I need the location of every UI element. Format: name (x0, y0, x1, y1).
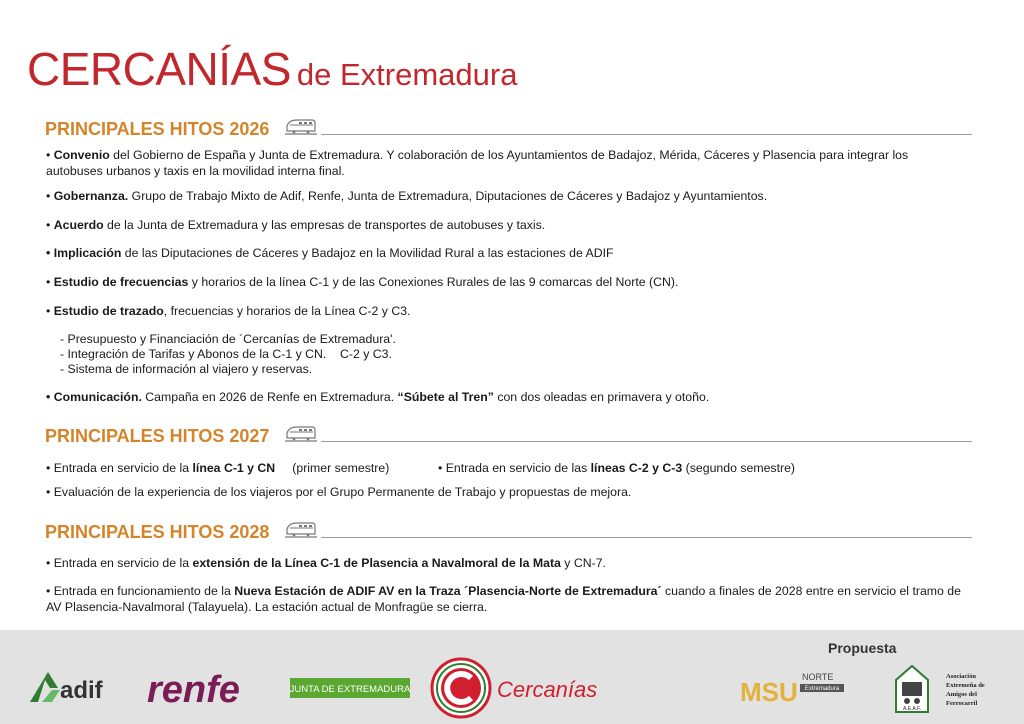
section-heading-2026: PRINCIPALES HITOS 2026 (45, 119, 270, 139)
adif-wordmark: adif (60, 677, 103, 704)
sub-item: - Integración de Tarifas y Abonos de la C-1 y CN. C-2 y C3. (60, 347, 392, 361)
item-implicacion: • Implicación de las Diputaciones de Cáceres y Badajoz en la Movilidad Rural a las estaciones de ADIF (46, 246, 614, 260)
item-2028-extension: • Entrada en servicio de la extensión de la Línea C-1 de Plasencia a Navalmoral de la Mata y CN-7. (46, 556, 606, 570)
item-comunicacion: • Comunicación. Campaña en 2026 de Renfe en Extremadura. “Súbete al Tren” con dos oleadas en primavera y otoño. (46, 390, 710, 404)
section-heading-2028: PRINCIPALES HITOS 2028 (45, 522, 270, 542)
msu-norte: NORTE (802, 672, 834, 682)
item-convenio: • Convenio del Gobierno de España y Junta de Extremadura. Y colaboración de los Ayuntamientos de Badajoz, Mérida, Cáceres y Plasencia para integrar los autobuses urbanos y taxis en la movilidad interna final. (46, 148, 909, 178)
propuesta-label: Propuesta (828, 640, 897, 656)
item-2028-estacion: • Entrada en funcionamiento de la Nueva Estación de ADIF AV en la Traza ´Plasencia-Norte de Extremadura´ cuando a finales de 2028 entre en servicio el tramo de AV Plasencia-Navalmoral (Talayuela). La estación actual de Monfragüe se cierra. (46, 584, 961, 614)
item-2027-c1: • Entrada en servicio de la línea C-1 y CN (primer semestre) (46, 461, 390, 475)
svg-text:Extremeña de: Extremeña de (946, 682, 985, 689)
sub-item: - Sistema de información al viajero y reservas. (60, 362, 313, 376)
renfe-logo: renfe (147, 669, 240, 711)
section-header-2027 (45, 424, 972, 450)
section-divider (321, 441, 972, 442)
section-divider (321, 537, 972, 538)
svg-text:Asociación: Asociación (946, 673, 976, 680)
train-icon (285, 520, 317, 540)
item-gobernanza: • Gobernanza. Grupo de Trabajo Mixto de Adif, Renfe, Junta de Extremadura, Diputaciones de Cáceres y Badajoz y Ayuntamientos. (46, 189, 768, 203)
section-header-2028 (45, 520, 972, 546)
cercanias-logo (432, 659, 597, 717)
sub-list (60, 332, 396, 377)
adif-logo (30, 672, 104, 704)
sub-item: - Presupuesto y Financiación de ´Cercanías de Extremadura'. (60, 332, 396, 346)
section-divider (321, 134, 972, 135)
msu-logo (740, 672, 844, 707)
train-icon (285, 424, 317, 444)
footer-logos (0, 630, 1024, 724)
msu-region: Extremadura (804, 686, 840, 692)
title-sub: de Extremadura (296, 57, 518, 92)
item-2027-c2: • Entrada en servicio de las líneas C-2 y C-3 (segundo semestre) (438, 461, 796, 475)
page-title (27, 43, 518, 95)
section-header-2026 (45, 117, 972, 143)
item-trazado: • Estudio de trazado, frecuencias y horarios de la Línea C-2 y C3. (46, 304, 411, 318)
cercanias-wordmark: Cercanías (497, 677, 598, 702)
svg-text:Ferrocarril: Ferrocarril (946, 700, 978, 707)
msu-wordmark: MSU (740, 677, 798, 707)
section-heading-2027: PRINCIPALES HITOS 2027 (45, 426, 270, 446)
svg-text:Amigos del: Amigos del (946, 691, 977, 698)
junta-logo (290, 678, 411, 698)
junta-text: JUNTA DE EXTREMADURA (289, 684, 411, 695)
title-main: CERCANÍAS (27, 43, 291, 95)
aeaf-logo (896, 666, 985, 712)
item-2027-evaluacion: • Evaluación de la experiencia de los viajeros por el Grupo Permanente de Trabajo y propuestas de mejora. (46, 485, 632, 499)
item-acuerdo: • Acuerdo de la Junta de Extremadura y las empresas de transportes de autobuses y taxis. (46, 218, 546, 232)
train-icon (285, 117, 317, 137)
item-frecuencias: • Estudio de frecuencias y horarios de la línea C-1 y de las Conexiones Rurales de las 9 comarcas del Norte (CN). (46, 275, 679, 289)
aeaf-abbr: A.E.A.F. (902, 706, 922, 712)
